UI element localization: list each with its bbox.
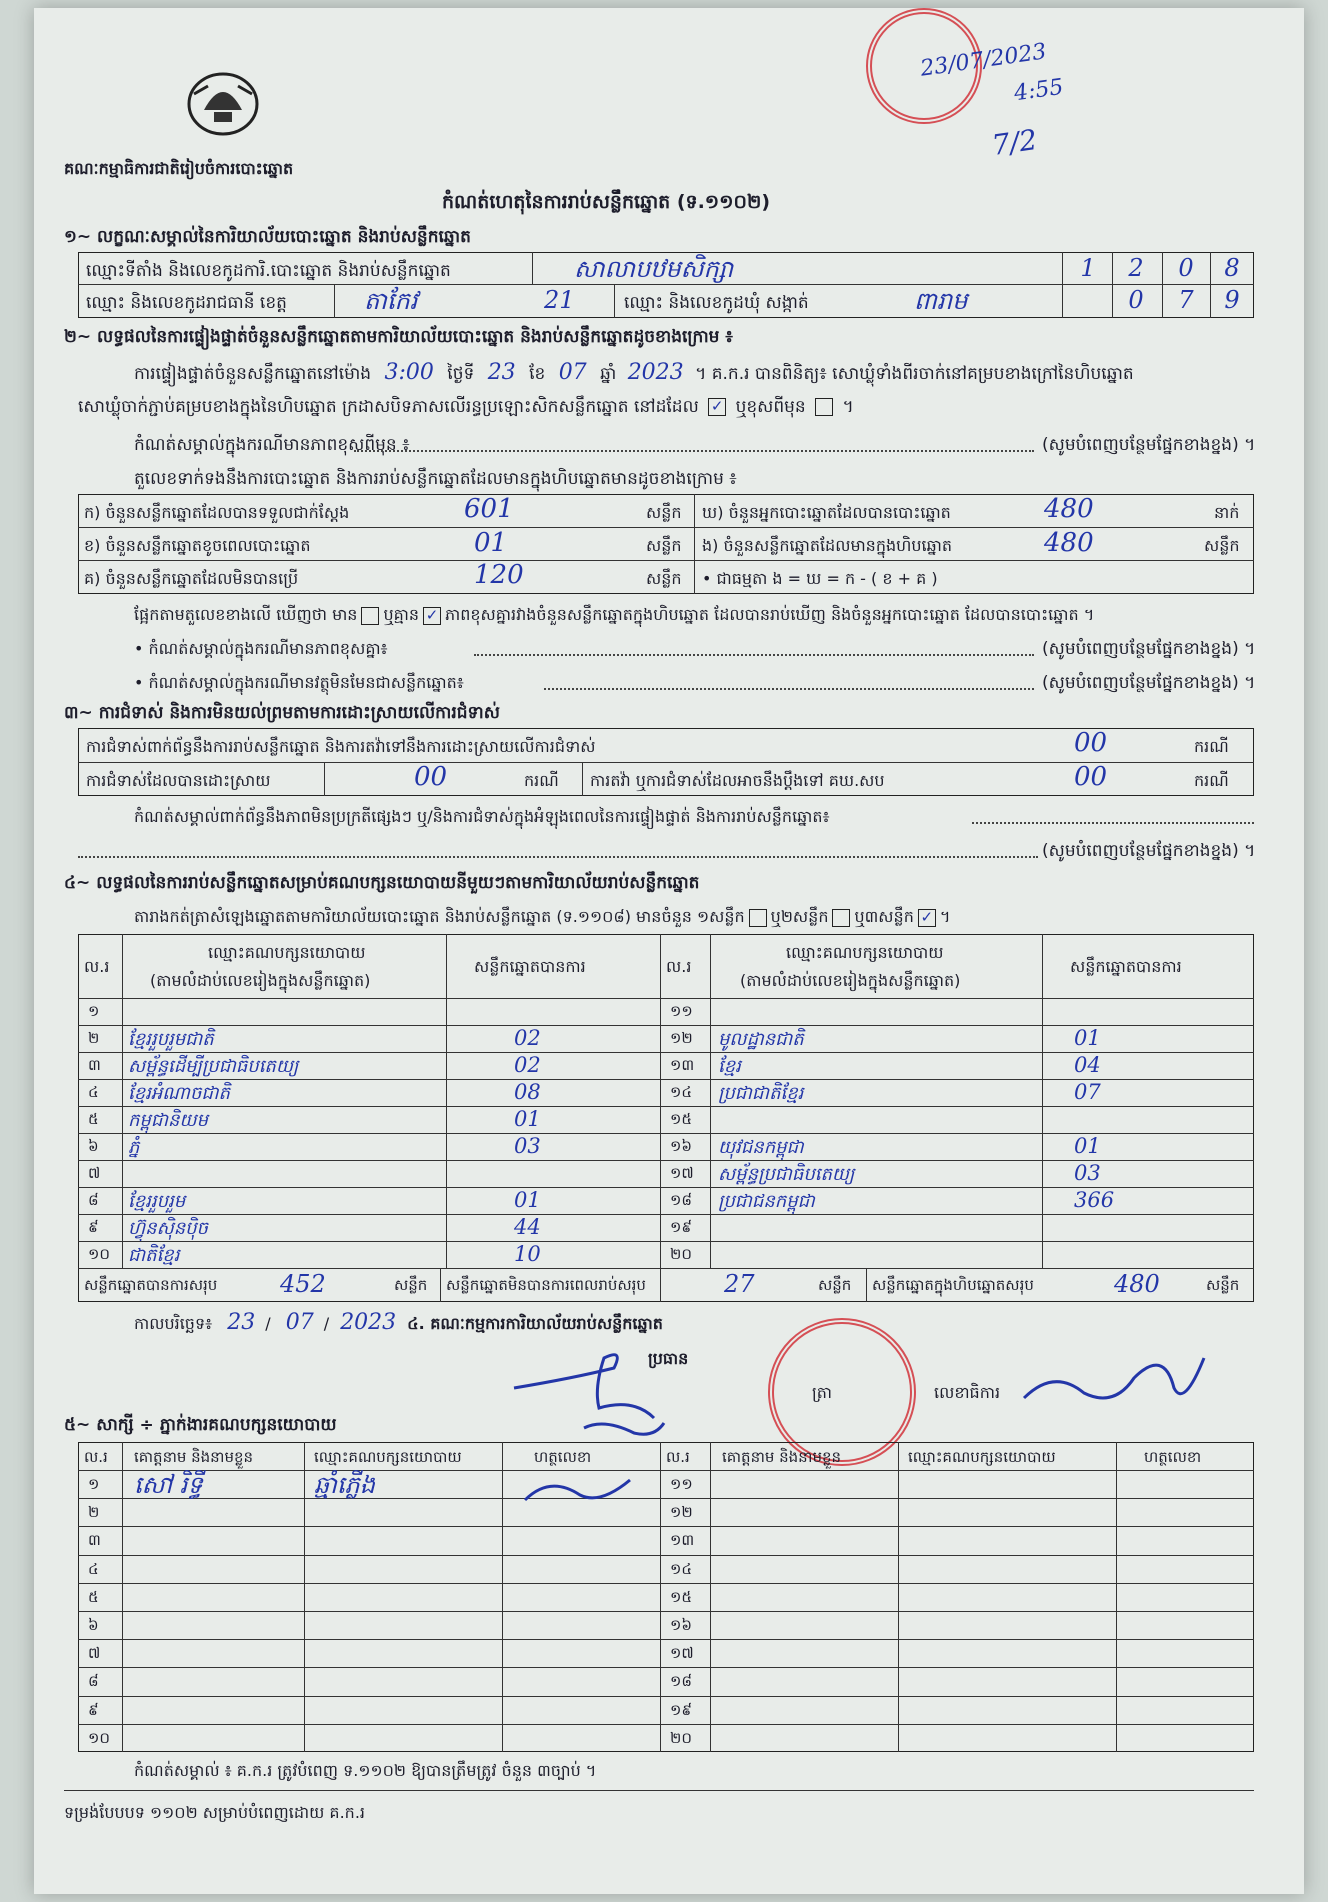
figure-unit: សន្លឹក — [646, 569, 682, 588]
party-row-no: ៥ — [88, 1110, 99, 1128]
party-row-no: ៨ — [88, 1191, 99, 1209]
party-row-name: ប្រជាជាតិខ្មែរ — [718, 1083, 804, 1104]
party-row-name: ភ្នំ — [128, 1137, 140, 1158]
witness-col-name: គោត្តនាម និងនាមខ្លួន — [722, 1448, 842, 1466]
party-row-name: សម្ព័ន្ធប្រជាធិបតេយ្យ — [718, 1164, 855, 1185]
note-suffix: (សូមបំពេញបន្ថែមផ្នែកខាងខ្នង) ។ — [1042, 435, 1256, 455]
party-row-no: ១៦ — [670, 1137, 692, 1155]
figure-value-c: 120 — [474, 560, 524, 590]
party-row-votes: 02 — [514, 1053, 541, 1077]
section5-heading: ៥~ សាក្សី ÷ ភ្នាក់ងារគណបក្សនយោបាយ — [64, 1415, 337, 1435]
dotted-line — [354, 450, 1034, 452]
witness-row-no: ៣ — [88, 1531, 101, 1549]
witness-col-no: ល.រ — [84, 1448, 108, 1466]
col-party-left: ឈ្មោះគណបក្សនយោបាយ — [208, 943, 366, 962]
verify-line1: ការផ្ទៀងផ្ទាត់ចំនួនសន្លឹកឆ្នោតនៅម៉ោង 3:00 ថ្ងៃទី 23 ខែ 07 ឆ្នាំ 2023 ។ គ.ក.រ បានពិនិត្យ៖ សោឃ្លុំទាំងពីរចាក់នៅគម្របខាងក្រៅនៃហិបឆ្នោត — [134, 360, 1134, 385]
appeal-count: 00 — [1074, 762, 1108, 792]
row-divider — [78, 1526, 1254, 1527]
witness-row-no: ១៥ — [670, 1588, 692, 1606]
party-row-name: យុវជនកម្ពុជា — [718, 1137, 804, 1158]
section3-heading: ៣~ ការជំទាស់ និងការមិនយល់ព្រមតាមការដោះស្រាយលើការជំទាស់ — [64, 703, 500, 723]
total-invalid-label: សន្លឹកឆ្នោតមិនបានការពេលរាប់សរុប — [446, 1276, 646, 1294]
unchanged-checkbox[interactable]: ✓ — [708, 398, 726, 416]
dotted-line — [972, 822, 1254, 824]
commune-label: ឈ្មោះ និងលេខកូដឃុំ សង្កាត់ — [624, 293, 809, 313]
one-sheet-checkbox[interactable] — [749, 909, 767, 927]
commune-code-digit: 9 — [1224, 286, 1240, 314]
complaint-count: 00 — [1074, 728, 1108, 758]
figure-value-e: 480 — [1044, 528, 1094, 558]
witness-row-no: ១៦ — [670, 1616, 692, 1634]
witness-row-no: ២ — [88, 1503, 100, 1521]
row-divider — [78, 1498, 1254, 1499]
province-label: ឈ្មោះ និងលេខកូដរាជធានី ខេត្ត — [86, 293, 287, 313]
party-row-no: ១៧ — [670, 1164, 694, 1182]
witness-row-no: ៧ — [88, 1644, 101, 1662]
party-row-votes: 02 — [514, 1026, 541, 1050]
witness-row-no: ៤ — [88, 1560, 99, 1578]
note-change-label: កំណត់សម្គាល់ក្នុងករណីមានភាពខុសពីមុន ៖ — [134, 435, 410, 455]
verify-year: 2023 — [627, 360, 684, 385]
party-row-votes: 04 — [1074, 1053, 1101, 1077]
has-difference-checkbox[interactable] — [361, 607, 379, 625]
changed-checkbox[interactable] — [815, 398, 833, 416]
figure-value-b: 01 — [474, 528, 508, 558]
party-row-no: ៣ — [88, 1056, 101, 1074]
date-line: កាលបរិច្ឆេទ៖ 23 / 07 / 2023 ៤. គណៈកម្មការការិយាល័យរាប់សន្លឹកឆ្នោត — [134, 1310, 663, 1335]
date-year: 2023 — [340, 1310, 397, 1335]
party-row-votes: 44 — [514, 1215, 541, 1239]
party-row-no: ៩ — [88, 1218, 99, 1236]
total-invalid: 27 — [724, 1270, 755, 1298]
case-unit: ករណី — [1194, 771, 1229, 790]
row-divider — [78, 1555, 1254, 1556]
witness-col-party: ឈ្មោះគណបក្សនយោបាយ — [908, 1448, 1056, 1466]
witness-name: សៅ រិទ្ធី — [134, 1471, 203, 1499]
chair-signature — [504, 1338, 674, 1448]
note-suffix: (សូមបំពេញបន្ថែមផ្នែកខាងខ្នង) ។ — [1042, 639, 1256, 659]
section1-heading: ១~ លក្ខណៈសម្គាល់នៃការិយាល័យបោះឆ្នោត និងរាប់សន្លឹកឆ្នោត — [64, 227, 471, 247]
secretary-label: លេខាធិការ — [934, 1383, 1001, 1402]
witness-col-sign: ហត្ថលេខា — [534, 1448, 592, 1466]
row-divider — [78, 1696, 1254, 1697]
figure-unit: សន្លឹក — [646, 536, 682, 555]
station-value: សាលាបឋមសិក្សា — [574, 255, 734, 283]
difference-line: ផ្អែកតាមតួលេខខាងលើ ឃើញថា មាន ឬគ្មាន ✓ ភាពខុសគ្នារវាងចំនួនសន្លឹកឆ្នោតក្នុងហិបឆ្នោត ដែលបានរាប់ឃើញ និងចំនួនអ្នកបោះឆ្នោត ដែលបានបោះឆ្នោត ។ — [134, 605, 1095, 624]
row-divider — [78, 1106, 1254, 1107]
tally-sheets-line: តារាងកត់ត្រាសំឡេងឆ្នោតតាមការិយាល័យបោះឆ្នោត និងរាប់សន្លឹកឆ្នោត (ទ.១១០៨) មានចំនួន ១សន្លឹក ឬ២សន្លឹក ឬ៣សន្លឹក ✓ ។ — [134, 907, 951, 926]
appeal-label: ការតវ៉ា ឬការជំទាស់ដែលអាចនឹងប្តឹងទៅ គឃ.សប — [590, 771, 885, 790]
row-divider — [78, 1724, 1254, 1725]
party-row-name: កម្ពុជានិយម — [128, 1110, 208, 1131]
witness-row-no: ១៩ — [670, 1701, 692, 1719]
party-row-votes: 07 — [1074, 1080, 1101, 1104]
station-code-digit: 0 — [1178, 254, 1194, 282]
party-row-no: ១០ — [88, 1245, 110, 1263]
row-divider — [78, 1214, 1254, 1215]
witness-col-no: ល.រ — [666, 1448, 690, 1466]
resolved-label: ការជំទាស់ដែលបានដោះស្រាយ — [86, 771, 271, 790]
figure-label-c: គ) ចំនួនសន្លឹកឆ្នោតដែលមិនបានប្រើ — [84, 569, 299, 588]
irregularities-note: កំណត់សម្គាល់ពាក់ព័ន្ធនឹងភាពមិនប្រក្រតីផ្សេងៗ ឬ/និងការជំទាស់ក្នុងអំឡុងពេលនៃការផ្ទៀងផ្ទាត់ និងការរាប់សន្លឹកឆ្នោត៖ — [134, 807, 830, 826]
col-party-sub-right: (តាមលំដាប់លេខរៀងក្នុងសន្លឹកឆ្នោត) — [740, 971, 961, 990]
party-row-name: ជាតិខ្មែរ — [128, 1245, 180, 1266]
note-suffix: (សូមបំពេញបន្ថែមផ្នែកខាងខ្នង) ។ — [1042, 673, 1256, 693]
witness-row-no: ៩ — [88, 1701, 99, 1719]
witness-row-no: ១៧ — [670, 1644, 694, 1662]
date-month: 07 — [285, 1310, 314, 1335]
case-unit: ករណី — [524, 771, 559, 790]
total-valid-label: សន្លឹកឆ្នោតបានការសរុប — [84, 1276, 218, 1294]
col-no-right: ល.រ — [666, 957, 692, 976]
party-row-no: ៤ — [88, 1083, 99, 1101]
figure-label-a: ក) ចំនួនសន្លឹកឆ្នោតដែលបានទទួលជាក់ស្តែង — [84, 503, 350, 522]
party-row-name: ប្រជាជនកម្ពុជា — [718, 1191, 815, 1212]
date-day: 23 — [227, 1310, 256, 1335]
witness-party: ឆ្មាំភ្លើង — [314, 1471, 375, 1499]
party-row-no: ៧ — [88, 1164, 101, 1182]
footer-note: កំណត់សម្គាល់ ៖ គ.ក.រ ត្រូវបំពេញ ទ.១១០២ ឱ្យបានត្រឹមត្រូវ ចំនួន ៣ច្បាប់ ។ — [134, 1761, 597, 1780]
party-row-votes: 10 — [514, 1242, 541, 1266]
party-row-votes: 08 — [514, 1080, 541, 1104]
station-code-digit: 1 — [1080, 254, 1096, 282]
figure-value-a: 601 — [464, 494, 514, 524]
witness-col-sign: ហត្ថលេខា — [1144, 1448, 1202, 1466]
party-row-name: ខ្មែររួបរួមជាតិ — [128, 1029, 214, 1050]
witness-row-no: ២០ — [670, 1729, 692, 1747]
witness-signature — [520, 1470, 640, 1510]
party-row-no: ៦ — [88, 1137, 99, 1155]
verify-line2: សោឃ្លុំចាក់ភ្ជាប់គម្របខាងក្នុងនៃហិបឆ្នោត ក្រដាសបិទភាសលើរន្ធប្រឡោះសិកសន្លឹកឆ្នោត នៅដដែល ✓ ឬខុសពីមុន ។ — [78, 397, 854, 417]
figure-label-d: ឃ) ចំនួនអ្នកបោះឆ្នោតដែលបានបោះឆ្នោត — [702, 503, 951, 522]
col-votes-left: សន្លឹកឆ្នោតបានការ — [474, 957, 586, 976]
col-votes-right: សន្លឹកឆ្នោតបានការ — [1070, 957, 1182, 976]
received-mark: 7/2 — [989, 123, 1040, 162]
party-row-votes: 03 — [1074, 1161, 1101, 1185]
witness-row-no: ៦ — [88, 1616, 99, 1634]
party-row-votes: 01 — [514, 1188, 541, 1212]
party-row-no: ១ — [88, 1002, 100, 1020]
footer-form: ទម្រង់បែបបទ ១១០២ សម្រាប់បំពេញដោយ គ.ក.រ — [64, 1803, 365, 1822]
note-suffix: (សូមបំពេញបន្ថែមផ្នែកខាងខ្នង) ។ — [1042, 841, 1256, 861]
party-row-no: ១៨ — [670, 1191, 692, 1209]
three-sheet-checkbox[interactable]: ✓ — [918, 909, 936, 927]
station-code-digit: 8 — [1224, 254, 1240, 282]
row-divider — [78, 1667, 1254, 1668]
party-row-name: ខ្មែររួបរួម — [128, 1191, 186, 1212]
verify-day: 23 — [487, 360, 516, 385]
witness-row-no: ១២ — [670, 1503, 693, 1521]
org-name: គណៈកម្មាធិការជាតិរៀបចំការបោះឆ្នោត — [64, 159, 294, 178]
stamp-label: ត្រា — [812, 1383, 832, 1402]
dotted-line — [474, 654, 1034, 656]
secretary-signature — [1014, 1338, 1214, 1418]
received-time: 4:55 — [1012, 74, 1065, 107]
figure-value-d: 480 — [1044, 494, 1094, 524]
total-box: 480 — [1114, 1270, 1160, 1298]
form-sheet — [34, 8, 1304, 1894]
row-divider — [78, 1611, 1254, 1612]
party-row-name: ខ្មែរអំណាចជាតិ — [128, 1083, 230, 1104]
party-row-name: ខ្មែរ — [718, 1056, 741, 1077]
witness-row-no: ១១ — [670, 1475, 693, 1493]
party-row-votes: 01 — [1074, 1134, 1101, 1158]
witness-row-no: ១៨ — [670, 1672, 692, 1690]
total-unit: សន្លឹក — [1206, 1276, 1240, 1294]
col-no-left: ល.រ — [84, 957, 110, 976]
note-non-ballot: • កំណត់សម្គាល់ក្នុងករណីមានវត្ថុមិនមែនជាសន្លឹកឆ្នោត៖ — [134, 673, 464, 692]
witness-row-no: ៨ — [88, 1672, 99, 1690]
total-unit: សន្លឹក — [394, 1276, 428, 1294]
row-divider — [78, 1583, 1254, 1584]
note-difference: • កំណត់សម្គាល់ក្នុងករណីមានភាពខុសគ្នា៖ — [134, 639, 388, 658]
commune-code-digit: 0 — [1128, 286, 1144, 314]
verify-month: 07 — [558, 360, 587, 385]
complaint-label: ការជំទាស់ពាក់ព័ន្ធនឹងការរាប់សន្លឹកឆ្នោត និងការតវ៉ាទៅនឹងការដោះស្រាយលើការជំទាស់ — [86, 737, 596, 756]
witness-col-party: ឈ្មោះគណបក្សនយោបាយ — [314, 1448, 462, 1466]
party-row-no: ១៤ — [670, 1083, 692, 1101]
emblem-logo — [184, 64, 262, 138]
dotted-line — [544, 688, 1034, 690]
witness-row-no: ៥ — [88, 1588, 99, 1606]
party-row-no: ១៩ — [670, 1218, 692, 1236]
figure-label-e: ង) ចំនួនសន្លឹកឆ្នោតដែលមានក្នុងហិបឆ្នោត — [702, 536, 952, 555]
figure-label-b: ខ) ចំនួនសន្លឹកឆ្នោតខូចពេលបោះឆ្នោត — [84, 536, 311, 555]
party-row-votes: 03 — [514, 1134, 541, 1158]
col-party-right: ឈ្មោះគណបក្សនយោបាយ — [786, 943, 944, 962]
total-unit: សន្លឹក — [818, 1276, 852, 1294]
chair-label: ប្រធាន — [648, 1349, 689, 1368]
party-row-name: ហ៊្វុនស៊ិនប៉ិច — [128, 1218, 208, 1239]
party-row-votes: 01 — [514, 1107, 541, 1131]
section2-heading: ២~ លទ្ធផលនៃការផ្ទៀងផ្ទាត់ចំនួនសន្លឹកឆ្នោតតាមការិយាល័យបោះឆ្នោត និងរាប់សន្លឹកឆ្នោតដូចខាងក្រោម ៖ — [64, 327, 733, 347]
party-row-no: ១៣ — [670, 1056, 695, 1074]
row-divider — [78, 1470, 1254, 1471]
party-row-name: មូលដ្ឋានជាតិ — [718, 1029, 804, 1050]
figure-unit: នាក់ — [1214, 503, 1240, 522]
witness-row-no: ១៣ — [670, 1531, 695, 1549]
party-row-votes: 366 — [1074, 1188, 1115, 1212]
case-unit: ករណី — [1194, 737, 1229, 756]
station-code-digit: 2 — [1128, 254, 1144, 282]
province-code: 21 — [544, 286, 575, 314]
party-row-name: សម្ព័ន្ធដើម្បីប្រជាធិបតេយ្យ — [128, 1056, 299, 1077]
witness-row-no: ១៤ — [670, 1560, 692, 1578]
commune-value: ពារាម — [914, 287, 968, 315]
section4-heading: ៤~ លទ្ធផលនៃការរាប់សន្លឹកឆ្នោតសម្រាប់គណបក្សនយោបាយនីមួយៗតាមការិយាល័យរាប់សន្លឹកឆ្នោត — [64, 873, 700, 893]
figure-formula: • ជាធម្មតា ង = ឃ = ក - ( ខ + គ ) — [702, 569, 938, 588]
party-row-no: ២០ — [670, 1245, 692, 1263]
received-date: 23/07/2023 — [918, 39, 1048, 82]
dotted-line — [78, 856, 1038, 858]
total-box-label: សន្លឹកឆ្នោតក្នុងហិបឆ្នោតសរុប — [872, 1276, 1034, 1294]
witness-table — [78, 1442, 1254, 1752]
party-row-votes: 01 — [1074, 1026, 1101, 1050]
station-label: ឈ្មោះទីតាំង និងលេខកូដការិ.បោះឆ្នោត និងរាប់សន្លឹកឆ្នោត — [86, 261, 451, 281]
party-row-no: ១៥ — [670, 1110, 692, 1128]
no-difference-checkbox[interactable]: ✓ — [423, 607, 441, 625]
witness-col-name: គោត្តនាម និងនាមខ្លួន — [134, 1448, 254, 1466]
figure-unit: សន្លឹក — [1204, 536, 1240, 555]
resolved-count: 00 — [414, 762, 448, 792]
total-valid: 452 — [280, 1270, 326, 1298]
witness-row-no: ១ — [88, 1475, 100, 1493]
verify-time: 3:00 — [384, 360, 434, 385]
party-row-no: ១២ — [670, 1029, 693, 1047]
col-party-sub-left: (តាមលំដាប់លេខរៀងក្នុងសន្លឹកឆ្នោត) — [150, 971, 371, 990]
figure-unit: សន្លឹក — [646, 503, 682, 522]
party-row-no: ២ — [88, 1029, 100, 1047]
party-row-no: ១១ — [670, 1002, 693, 1020]
province-value: តាកែវ — [364, 287, 418, 315]
figures-intro: តួលេខទាក់ទងនឹងការបោះឆ្នោត និងការរាប់សន្លឹកឆ្នោតដែលមានក្នុងហិបឆ្នោតមានដូចខាងក្រោម ៖ — [134, 469, 737, 489]
witness-row-no: ១០ — [88, 1729, 110, 1747]
form-title: កំណត់ហេតុនៃការរាប់សន្លឹកឆ្នោត (ទ.១១០២) — [442, 191, 771, 213]
two-sheet-checkbox[interactable] — [832, 909, 850, 927]
row-divider — [78, 1241, 1254, 1242]
row-divider — [78, 1639, 1254, 1640]
commune-code-digit: 7 — [1178, 286, 1194, 314]
